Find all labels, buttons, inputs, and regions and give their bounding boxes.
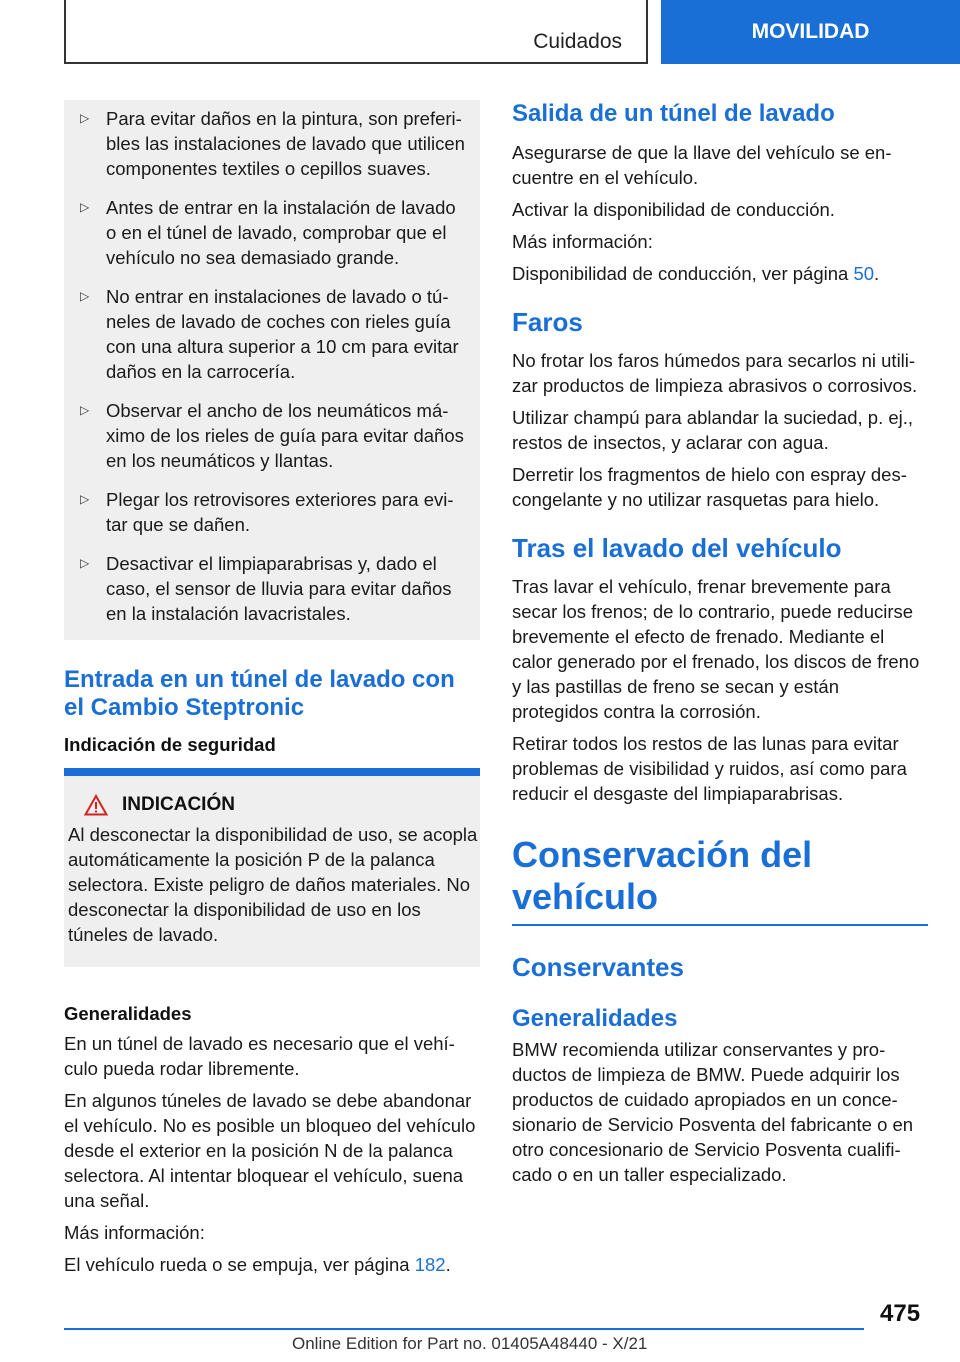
paragraph: Retirar todos los restos de las lunas para evitar problemas de visibilidad y ruidos, así como para reducir el desgaste del limpiaparabrisas. — [512, 733, 907, 804]
paragraph: Activar la disponibilidad de conducción. — [512, 199, 835, 220]
notice-box — [64, 768, 480, 967]
triangle-bullet-icon: ▷ — [80, 111, 90, 125]
paragraph: Asegurarse de que la llave del vehículo se encuentre en el vehículo. — [512, 142, 892, 188]
section-title-faros: Faros — [512, 307, 583, 337]
right-column — [512, 100, 928, 1194]
paragraph: En algunos túneles de lavado se debe abandonar el vehículo. No es posible un bloqueo del vehículo desde el exterior en la posición N de la palanca selectora. Al intentar bloquear el vehículo, suena una señal. — [64, 1090, 476, 1211]
list-item: ▷ Plegar los retrovisores exteriores para evitar que se dañen. — [80, 489, 454, 535]
notice-header — [64, 794, 480, 816]
warning-triangle-icon — [84, 794, 108, 816]
header-chapter-tab[interactable]: MOVILIDAD — [661, 0, 960, 64]
triangle-bullet-icon: ▷ — [80, 556, 90, 570]
triangle-bullet-icon: ▷ — [80, 492, 90, 506]
footer-divider — [64, 1328, 864, 1330]
page-link[interactable]: 182 — [414, 1254, 446, 1275]
section-title-after-wash: Tras el lavado del vehículo — [512, 533, 842, 563]
list-item: ▷ No entrar en instalaciones de lavado o túneles de lavado de coches con rieles guía con una altura superior a 10 cm para evitar daños en la carrocería. — [80, 286, 459, 382]
left-column — [64, 100, 480, 1284]
triangle-bullet-icon: ▷ — [80, 403, 90, 417]
triangle-bullet-icon: ▷ — [80, 200, 90, 214]
paragraph: Utilizar champú para ablandar la suciedad, p. ej., restos de insectos, y aclarar con agua. — [512, 407, 914, 453]
section-title-exit: Salida de un túnel de lavado — [512, 100, 835, 127]
header-frame — [64, 0, 648, 64]
paragraph: Derretir los fragmentos de hielo con espray descongelante y no utilizar rasquetas para hielo. — [512, 464, 907, 510]
triangle-bullet-icon: ▷ — [80, 289, 90, 303]
washing-tips-box — [64, 100, 480, 640]
subsection-title-generalidades: Generalidades — [512, 1005, 678, 1032]
list-item: ▷ Para evitar daños en la pintura, son preferibles las instalaciones de lavado que utilicen componentes textiles o cepillos suaves. — [80, 108, 465, 179]
safety-heading: Indicación de seguridad — [64, 734, 276, 755]
more-info-label: Más información: — [512, 231, 653, 252]
list-item: ▷ Desactivar el limpiaparabrisas y, dado el caso, el sensor de lluvia para evitar daños en la instalación lavacristales. — [80, 553, 452, 624]
general-heading: Generalidades — [64, 1003, 192, 1024]
page-reference: Disponibilidad de conducción, ver página 50. — [512, 263, 880, 284]
page-reference: El vehículo rueda o se empuja, ver página 182. — [64, 1254, 451, 1275]
header-section-title: Cuidados — [533, 30, 622, 53]
page-link[interactable]: 50 — [853, 263, 875, 284]
page-number: 475 — [880, 1300, 921, 1327]
list-item: ▷ Antes de entrar en la instalación de lavado o en el túnel de lavado, comprobar que el vehículo no sea demasiado grande. — [80, 197, 456, 268]
paragraph: Tras lavar el vehículo, frenar brevemente para secar los frenos; de lo contrario, puede reducirse brevemente el efecto de frenado. Mediante el calor generado por el frenado, los discos de freno y las pastillas de freno se secan y están protegidos contra la corrosión. — [512, 576, 920, 722]
chapter-title: Conservación del vehículo — [512, 834, 928, 926]
footer-edition: Online Edition for Part no. 01405A48440 - X/21 — [292, 1334, 648, 1353]
section-title-steptronic: Entrada en un túnel de lavado con el Cambio Steptronic — [64, 666, 455, 721]
paragraph: No frotar los faros húmedos para secarlos ni utilizar productos de limpieza abrasivos o corrosivos. — [512, 350, 918, 396]
list-item: ▷ Observar el ancho de los neumáticos máximo de los rieles de guía para evitar daños en los neumáticos y llantas. — [80, 400, 464, 471]
paragraph: En un túnel de lavado es necesario que el vehículo pueda rodar libremente. — [64, 1033, 455, 1079]
notice-title: INDICACIÓN — [122, 794, 235, 815]
notice-text: Al desconectar la disponibilidad de uso, se acopla automáticamente la posición P de la palanca selectora. Existe peligro de daños materiales. No desconectar la disponibilidad de uso en los túneles de lavado. — [68, 824, 478, 945]
paragraph: BMW recomienda utilizar conservantes y productos de limpieza de BMW. Puede adquirir los productos de cuidado apropiados en un concesionario de Servicio Posventa del fabricante o en otro concesionario de Servicio Posventa cualificado o en un taller especializado. — [512, 1039, 914, 1185]
section-title-conservantes: Conservantes — [512, 952, 684, 982]
more-info-label: Más información: — [64, 1222, 205, 1243]
